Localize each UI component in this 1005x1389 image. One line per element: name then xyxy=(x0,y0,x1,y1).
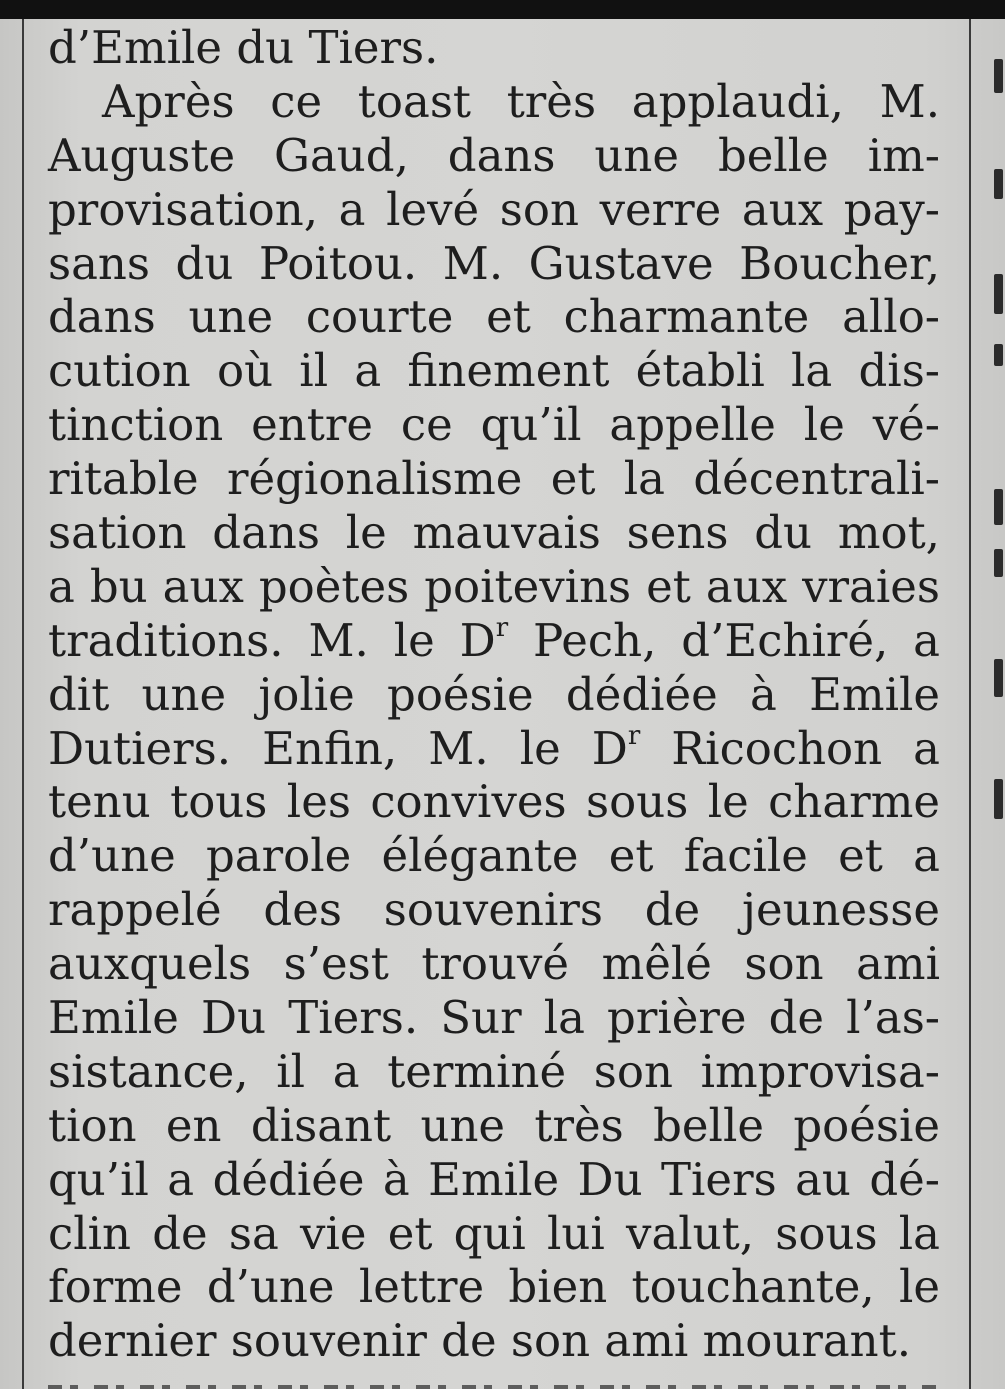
text-line: Emile Du Tiers. Sur la prière de l’as- xyxy=(48,991,940,1045)
ink-fragment xyxy=(994,659,1003,697)
line-part: traditions. M. le D xyxy=(48,613,496,667)
column-rule-left xyxy=(22,19,24,1389)
text-line: provisation, a levé son verre aux pay- xyxy=(48,182,940,236)
text-line: Auguste Gaud, dans une belle im- xyxy=(48,128,940,182)
ink-fragment xyxy=(994,59,1003,93)
text-line: tinction entre ce qu’il appelle le vé- xyxy=(48,398,940,452)
line-part: Ricochon a xyxy=(640,721,940,775)
text-line: clin de sa vie et qui lui valut, sous la xyxy=(48,1206,940,1260)
ink-fragment xyxy=(994,779,1003,819)
text-line-with-superscript xyxy=(48,722,940,776)
line-part: Pech, d’Echiré, a xyxy=(508,613,940,667)
next-line-cutoff xyxy=(48,1379,940,1389)
text-line: a bu aux poètes poitevins et aux vraies xyxy=(48,559,940,613)
ink-fragment xyxy=(994,489,1003,525)
adjacent-column-edge xyxy=(992,19,1005,1389)
text-line: auxquels s’est trouvé mêlé son ami xyxy=(48,937,940,991)
newspaper-page xyxy=(0,19,1005,1389)
text-line: d’une parole élégante et facile et a xyxy=(48,829,940,883)
text-line: forme d’une lettre bien touchante, le xyxy=(48,1260,940,1314)
paragraph-first-line: Après ce toast très applaudi, M. xyxy=(102,74,940,128)
column-rule-right xyxy=(969,19,971,1389)
superscript: r xyxy=(627,720,641,751)
text-line-with-superscript xyxy=(48,614,940,668)
text-line: sation dans le mauvais sens du mot, xyxy=(48,506,940,560)
article-column xyxy=(48,21,940,1368)
text-line: dans une courte et charmante allo- xyxy=(48,290,940,344)
text-line: tion en disant une très belle poésie xyxy=(48,1098,940,1152)
ink-fragment xyxy=(994,549,1003,577)
text-line: qu’il a dédiée à Emile Du Tiers au dé- xyxy=(48,1152,940,1206)
text-line: cution où il a finement établi la dis- xyxy=(48,344,940,398)
text-line-last: dernier souvenir de son ami mourant. xyxy=(48,1314,912,1368)
text-line: ritable régionalisme et la décentrali- xyxy=(48,452,940,506)
text-line: sistance, il a terminé son improvisa- xyxy=(48,1044,940,1098)
text-line: sans du Poitou. M. Gustave Boucher, xyxy=(48,236,940,290)
text-line: tenu tous les convives sous le charme xyxy=(48,775,940,829)
line-part: Dutiers. Enfin, M. le D xyxy=(48,721,628,775)
top-bar xyxy=(0,0,1005,19)
ink-fragment xyxy=(994,169,1003,199)
cutoff-ink xyxy=(48,1385,940,1389)
text-line: rappelé des souvenirs de jeunesse xyxy=(48,883,940,937)
ink-fragment xyxy=(994,274,1003,314)
ink-fragment xyxy=(994,344,1003,366)
text-line: dit une jolie poésie dédiée à Emile xyxy=(48,667,940,721)
superscript: r xyxy=(495,612,509,643)
text-line: d’Emile du Tiers. xyxy=(48,21,439,74)
